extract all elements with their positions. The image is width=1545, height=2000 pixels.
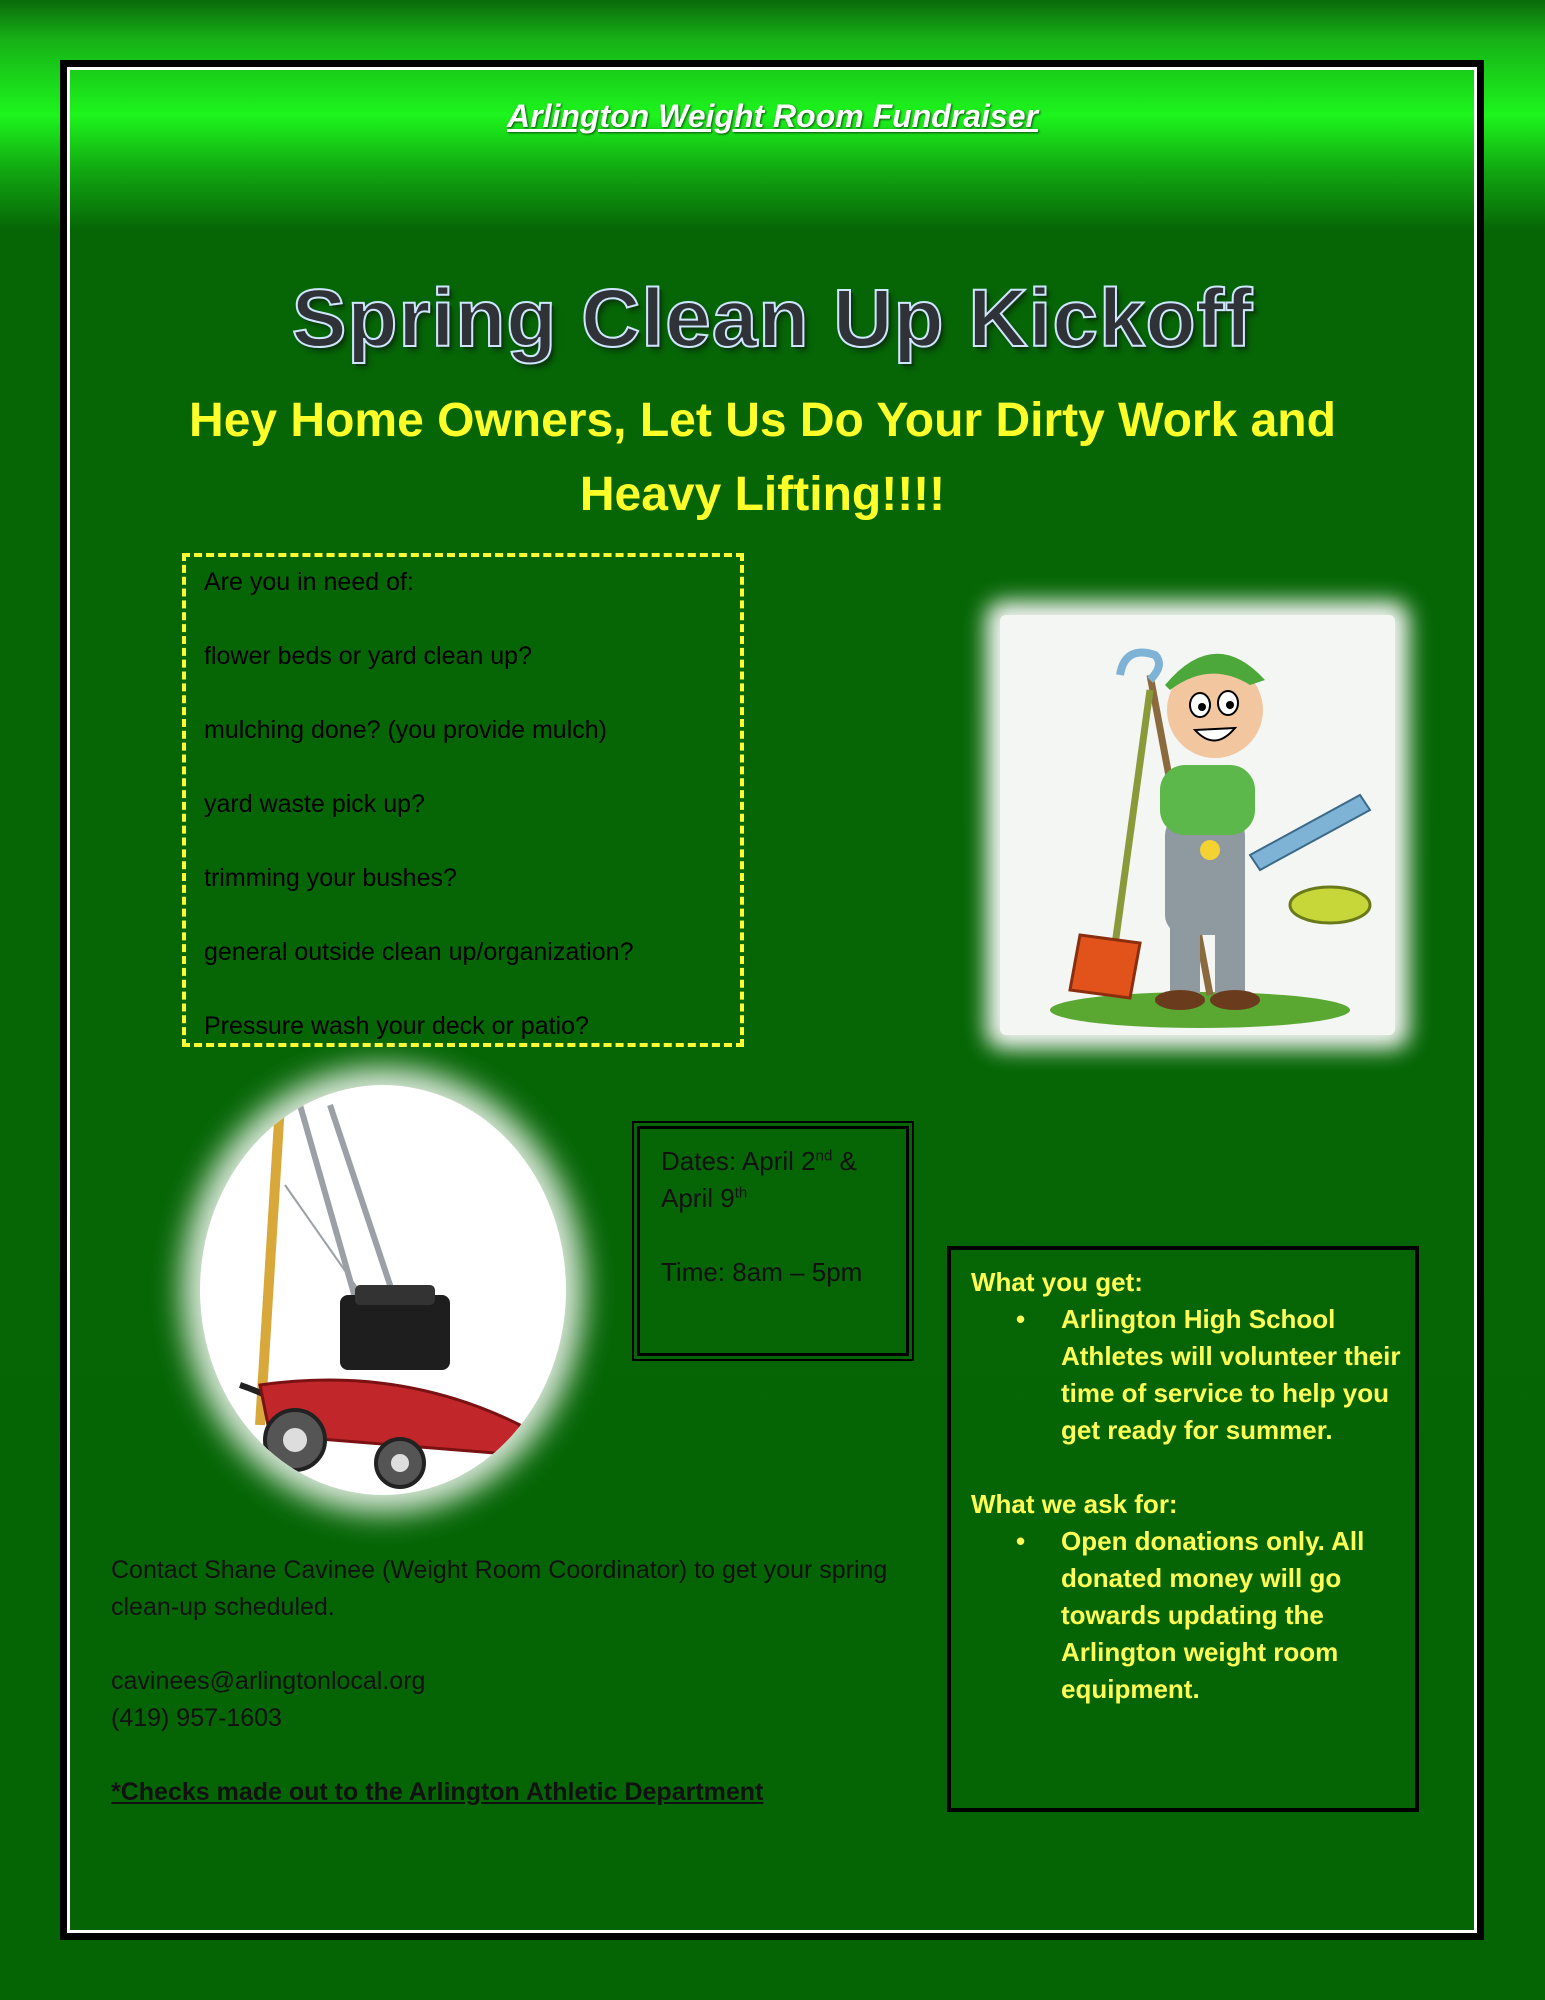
get-item-text: Arlington High School Athletes will volunteer their time of service to help you get ready for summer. <box>1061 1304 1401 1445</box>
get-label: What you get: <box>971 1267 1143 1297</box>
headline: Spring Clean Up Kickoff <box>291 273 1254 364</box>
dates-mid: & April 9 <box>661 1146 857 1213</box>
ask-label: What we ask for: <box>971 1489 1178 1519</box>
date2-suffix: th <box>734 1184 748 1202</box>
ask-item-text: Open donations only. All donated money will go towards updating the Arlington weight room equipment. <box>1061 1526 1365 1704</box>
gardener-illustration <box>1000 615 1395 1035</box>
dates-prefix: Dates: April 2 <box>661 1146 816 1176</box>
contact-phone[interactable]: (419) 957-1603 <box>111 1704 282 1732</box>
needs-box <box>182 553 744 1047</box>
bullet-icon: • <box>1016 1526 1026 1556</box>
benefits-box <box>947 1246 1419 1812</box>
gardener-icon <box>1000 615 1395 1035</box>
needs-item: flower beds or yard clean up? <box>204 642 532 670</box>
needs-item: trimming your bushes? <box>204 864 457 892</box>
dates-box <box>637 1126 909 1356</box>
get-item <box>971 1301 1415 1449</box>
needs-item: general outside clean up/organization? <box>204 938 634 966</box>
needs-item: Pressure wash your deck or patio? <box>204 1012 589 1040</box>
bullet-icon: • <box>1016 1304 1026 1334</box>
fundraiser-title: Arlington Weight Room Fundraiser <box>507 98 1038 134</box>
time-line: Time: 8am – 5pm <box>661 1257 863 1287</box>
contact-email[interactable]: cavinees@arlingtonlocal.org <box>111 1667 426 1695</box>
lawn-mower-icon <box>200 1085 566 1495</box>
subheadline: Hey Home Owners, Let Us Do Your Dirty Work and Heavy Lifting!!!! <box>189 394 1336 521</box>
checks-note: *Checks made out to the Arlington Athletic Department <box>111 1778 764 1806</box>
needs-item: mulching done? (you provide mulch) <box>204 716 607 744</box>
contact-line: Contact Shane Cavinee (Weight Room Coordinator) to get your spring clean-up scheduled. <box>111 1556 888 1621</box>
ask-item <box>971 1523 1415 1708</box>
lawn-mower-illustration <box>200 1085 566 1495</box>
date1-suffix: nd <box>815 1147 833 1165</box>
needs-intro: Are you in need of: <box>204 568 414 596</box>
dates-line <box>661 1143 906 1217</box>
contact-section <box>111 1552 891 1811</box>
needs-item: yard waste pick up? <box>204 790 425 818</box>
